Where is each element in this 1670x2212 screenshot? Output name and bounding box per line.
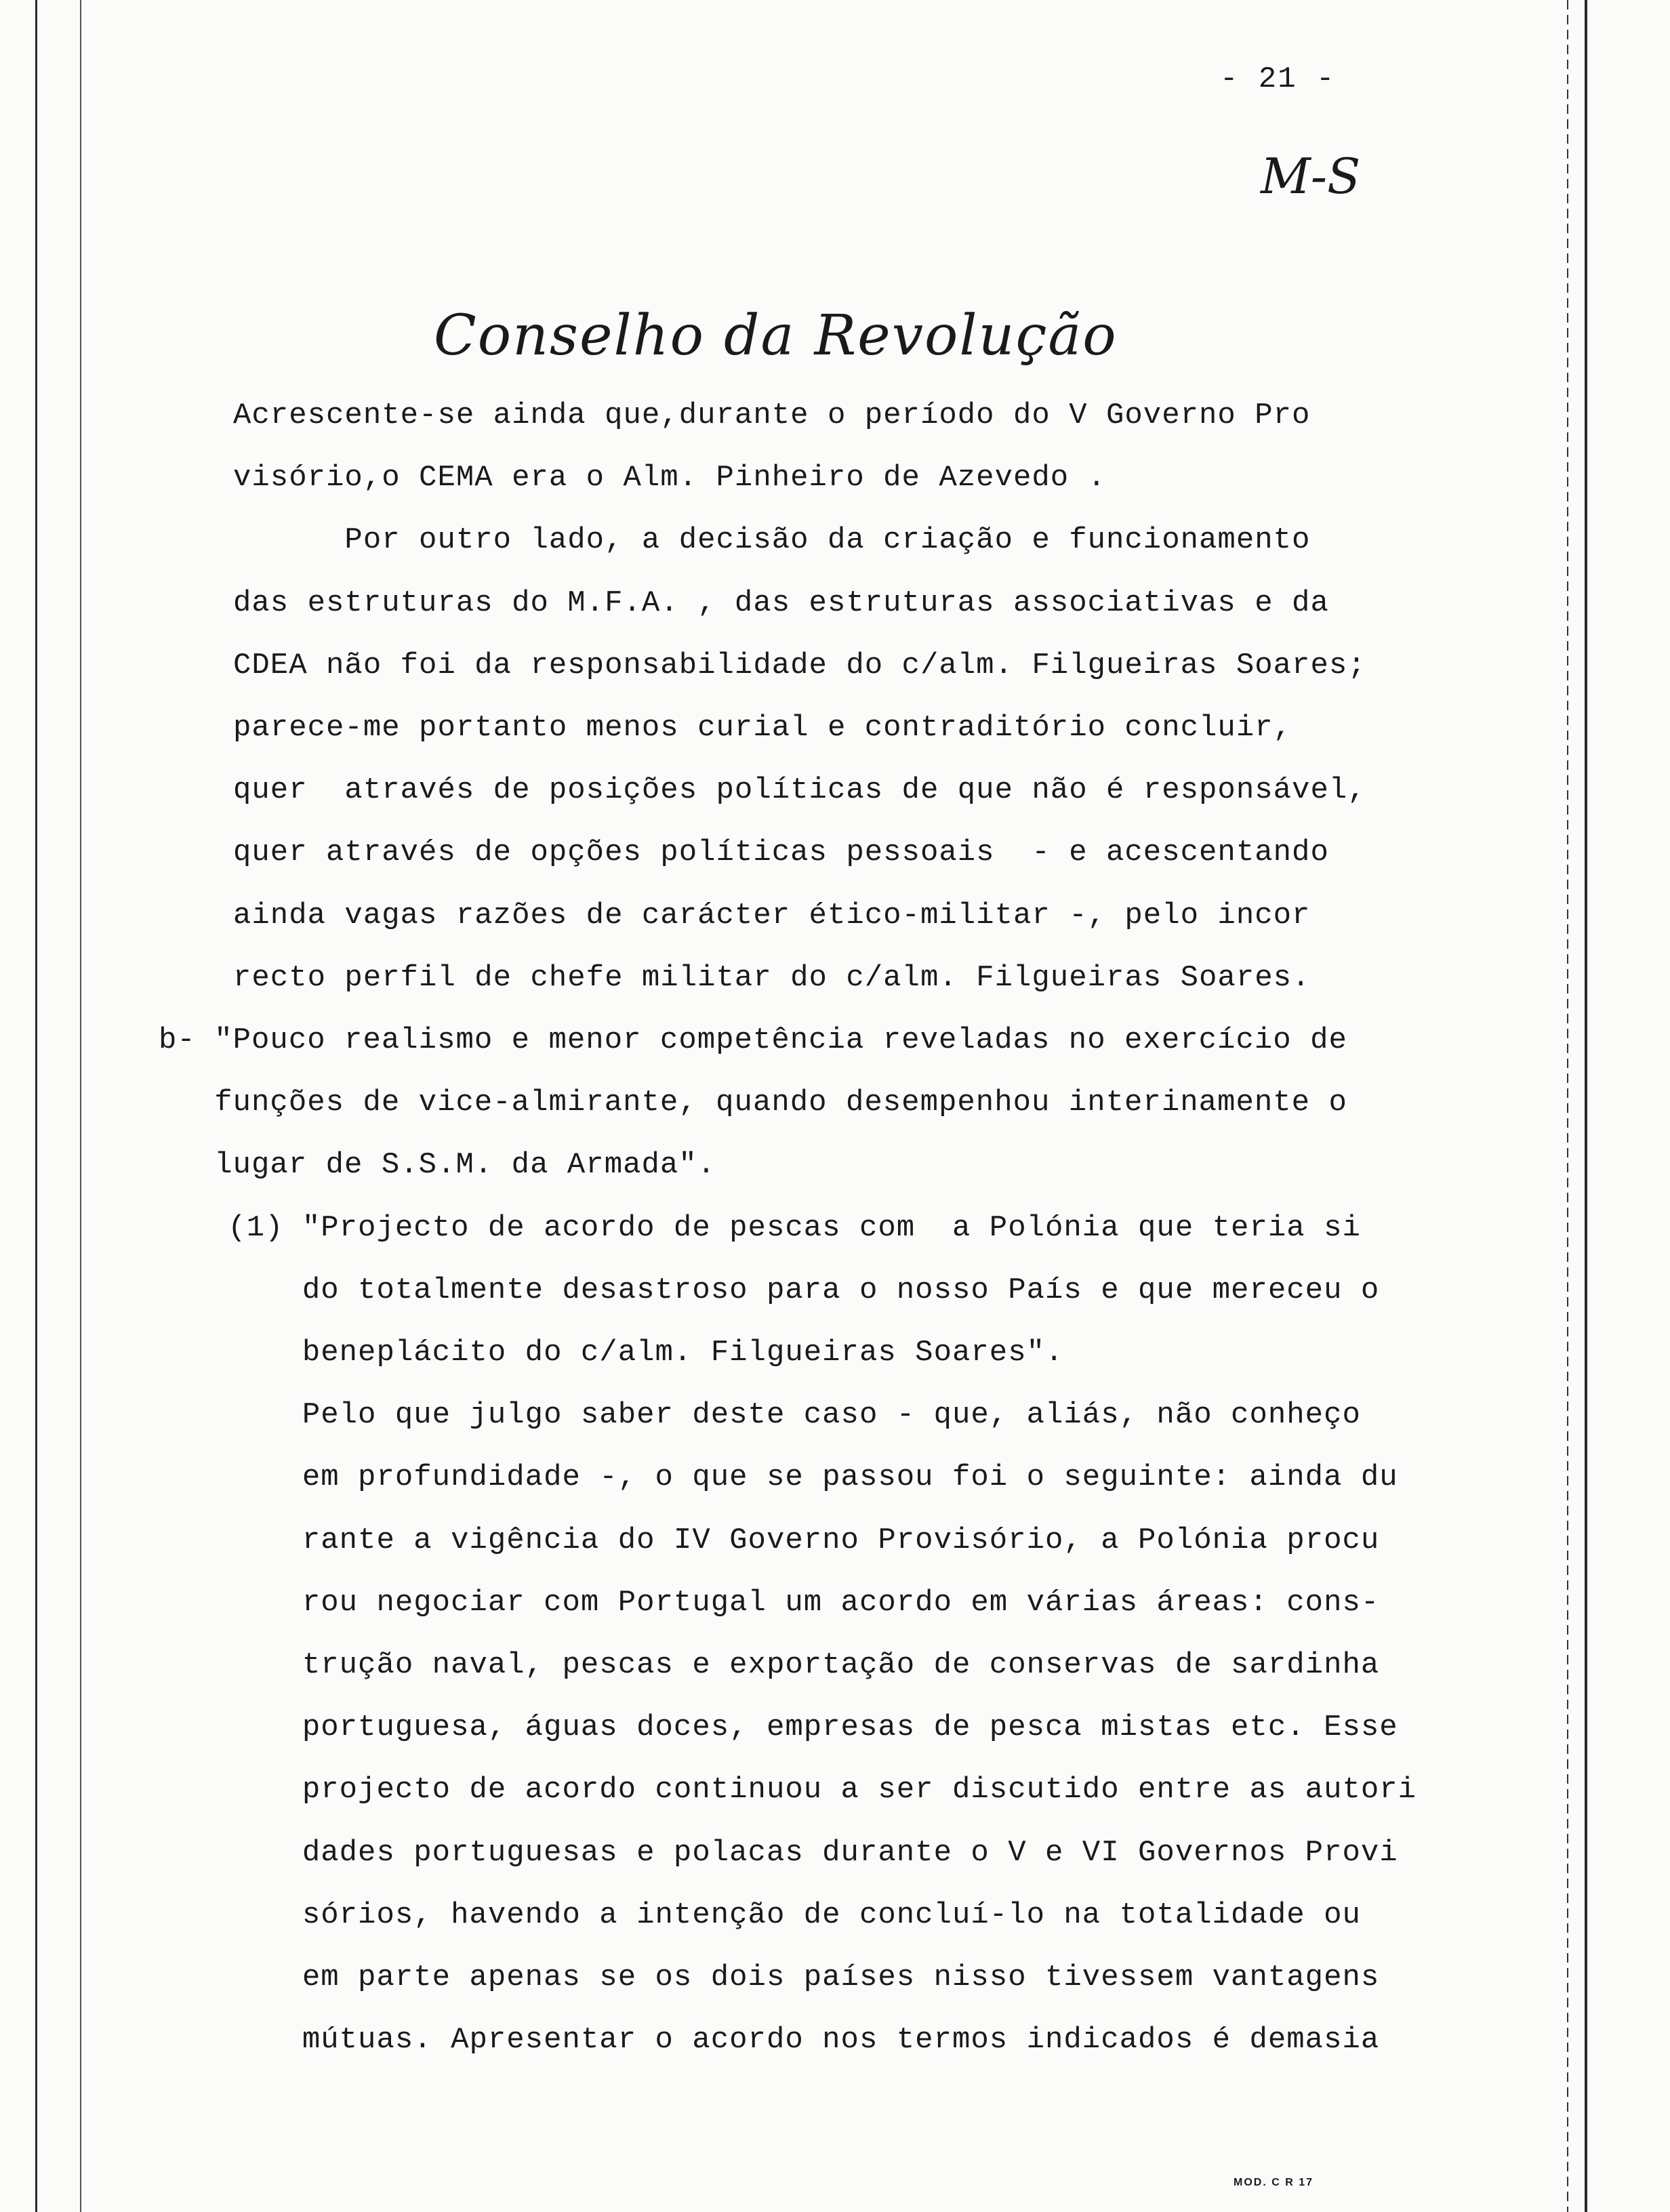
text-line: Por outro lado, a decisão da criação e funcionamento	[233, 523, 1311, 557]
text-line: beneplácito do c/alm. Filgueiras Soares".	[172, 1336, 1064, 1370]
text-line: em parte apenas se os dois países nisso tivessem vantagens	[172, 1961, 1380, 1994]
handwritten-initials: M-S	[1261, 148, 1361, 205]
text-line: das estruturas do M.F.A. , das estruturas associativas e da	[233, 586, 1329, 620]
text-line: rou negociar com Portugal um acordo em várias áreas: cons-	[172, 1586, 1380, 1620]
text-line: trução naval, pescas e exportação de conservas de sardinha	[172, 1648, 1380, 1682]
text-line: CDEA não foi da responsabilidade do c/alm. Filgueiras Soares;	[233, 649, 1366, 682]
text-line: rante a vigência do IV Governo Provisório, a Polónia procu	[172, 1523, 1380, 1557]
text-line: parece-me portanto menos curial e contraditório concluir,	[233, 711, 1292, 745]
text-line: funções de vice-almirante, quando desempenhou interinamente o	[159, 1086, 1347, 1120]
scan-edge-left	[35, 0, 37, 2212]
form-code: MOD. C R 17	[1234, 2177, 1314, 2188]
text-line: portuguesa, águas doces, empresas de pesca mistas etc. Esse	[172, 1711, 1398, 1744]
scan-edge-left-inner	[80, 0, 81, 2212]
page-number: - 21 -	[1220, 62, 1336, 96]
text-line: quer através de posições políticas de que não é responsável,	[233, 773, 1366, 807]
text-line: projecto de acordo continuou a ser discutido entre as autori	[172, 1773, 1417, 1807]
text-line: visório,o CEMA era o Alm. Pinheiro de Azevedo .	[233, 461, 1107, 495]
scan-edge-right	[1585, 0, 1587, 2212]
text-line: Pelo que julgo saber deste caso - que, aliás, não conheço	[172, 1398, 1361, 1432]
text-line: mútuas. Apresentar o acordo nos termos indicados é demasia	[172, 2023, 1380, 2057]
text-line: dades portuguesas e polacas durante o V e VI Governos Provi	[172, 1836, 1398, 1870]
text-line: b- "Pouco realismo e menor competência reveladas no exercício de	[159, 1023, 1347, 1057]
text-line: lugar de S.S.M. da Armada".	[159, 1148, 716, 1182]
text-line: (1) "Projecto de acordo de pescas com a Polónia que teria si	[172, 1211, 1361, 1245]
text-line: Acrescente-se ainda que,durante o período do V Governo Pro	[233, 398, 1311, 432]
text-line: do totalmente desastroso para o nosso País e que mereceu o	[172, 1273, 1380, 1307]
scan-edge-right-inner	[1567, 0, 1568, 2212]
letterhead-title: Conselho da Revolução	[434, 304, 1118, 368]
text-line: sórios, havendo a intenção de concluí-lo na totalidade ou	[172, 1898, 1361, 1932]
text-line: em profundidade -, o que se passou foi o seguinte: ainda du	[172, 1460, 1398, 1494]
text-line: quer através de opções políticas pessoais - e acescentando	[233, 836, 1329, 869]
text-line: ainda vagas razões de carácter ético-militar -, pelo incor	[233, 899, 1311, 933]
text-line: recto perfil de chefe militar do c/alm. Filgueiras Soares.	[233, 961, 1311, 995]
